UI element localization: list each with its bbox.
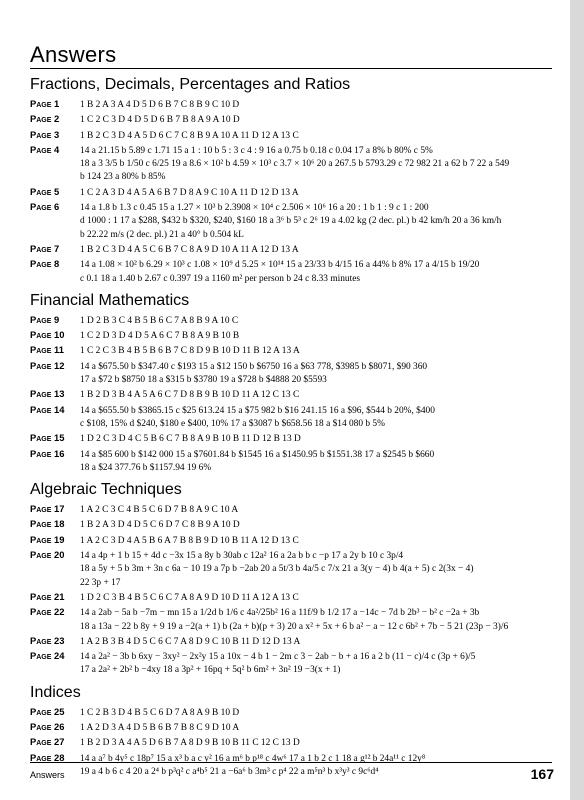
- section-heading: Algebraic Techniques: [30, 481, 182, 499]
- answer-line: [30, 171, 552, 184]
- page-reference: Page 16: [30, 447, 65, 459]
- answer-text: 14 a 21.15 b 5.89 c 1.71 15 a 1 : 10 b 5 : 3 c 4 : 9 16 a 0.75 b 0.18 c 0.04 17 a 8% b 80% c 5%: [80, 145, 433, 156]
- answer-line: [30, 548, 552, 563]
- answer-line: [30, 533, 552, 548]
- answer-line: [30, 374, 552, 387]
- page-reference: Page 18: [30, 518, 65, 530]
- page-reference: Page 22: [30, 606, 65, 618]
- answer-text: 18 a 5y + 5 b 3m + 3n c 6a − 10 19 a 7p b −2ab 20 a 5t/3 b 4a/5 c 7/x 21 a 3(y − 4) b 4(a + 5) c 2(3x − 4): [80, 564, 474, 575]
- page-reference: Page 28: [30, 751, 65, 763]
- answer-text: 1 A 2 B 3 B 4 D 5 C 6 C 7 A 8 D 9 C 10 B 11 D 12 D 13 A: [80, 636, 301, 647]
- answer-text: 1 A 2 D 3 A 4 D 5 B 6 B 7 B 8 C 9 D 10 A: [80, 722, 240, 733]
- answer-text: 14 a $85 600 b $142 000 15 a $7601.84 b $1545 16 a $1450.95 b $1551.38 17 a $2545 b $660: [80, 449, 435, 460]
- answer-text: 1 C 2 A 3 D 4 A 5 A 6 B 7 D 8 A 9 C 10 A 11 D 12 D 13 A: [80, 187, 299, 198]
- answer-line: [30, 720, 552, 735]
- answer-text: 1 C 2 D 3 D 4 D 5 A 6 C 7 B 8 A 9 B 10 B: [80, 331, 240, 342]
- answer-text: 1 C 2 C 3 D 4 D 5 D 6 B 7 B 8 A 9 A 10 D: [80, 115, 240, 126]
- answer-section: [30, 481, 552, 678]
- answer-text: 18 a $24 377.76 b $1157.94 19 6%: [80, 462, 212, 473]
- page-reference: Page 19: [30, 533, 65, 545]
- answer-text: b 124 23 a 80% b 85%: [80, 172, 166, 183]
- answer-section: [30, 684, 552, 779]
- answer-text: 14 a 2ab − 5a b −7m − mn 15 a 1/2d b 1/6 c 4a²/25b² 16 a 11f/9 b 1/2 17 a −14c − 7d b 2b³ − b² c −2a + 3b: [80, 608, 480, 619]
- answer-line: [30, 112, 552, 127]
- answer-line: [30, 502, 552, 517]
- answer-text: 1 D 2 C 3 D 4 C 5 B 6 C 7 B 8 A 9 B 10 B 11 D 12 B 13 D: [80, 434, 301, 445]
- answer-line: [30, 387, 552, 402]
- answer-line: [30, 343, 552, 358]
- answer-line: [30, 359, 552, 374]
- page-reference: Page 20: [30, 549, 65, 561]
- page-reference: Page 26: [30, 720, 65, 732]
- page-reference: Page 10: [30, 329, 65, 341]
- page-reference: Page 4: [30, 143, 60, 155]
- answer-line: [30, 462, 552, 475]
- answer-line: [30, 313, 552, 328]
- page-reference: Page 24: [30, 650, 65, 662]
- answer-line: [30, 447, 552, 462]
- title-rule: [30, 68, 552, 69]
- answer-text: 17 a 2a² + 2b² b −4xy 18 a 3p² + 16pq + 5q² b 6m² + 3n² 19 −3(x + 1): [80, 665, 341, 676]
- answer-text: 1 B 2 C 3 D 4 A 5 C 6 B 7 C 8 A 9 D 10 A 11 A 12 D 13 A: [80, 244, 299, 255]
- answer-text: 14 a 4p + 1 b 15 + 4d c −3x 15 a 8y b 30ab c 12a² 16 a 2a b b c −p 17 a 2y b 10 c 3p/4: [80, 551, 404, 562]
- page-reference: Page 1: [30, 98, 60, 109]
- page-reference: Page 11: [30, 344, 64, 356]
- answer-line: [30, 563, 552, 576]
- answer-text: d 1000 : 1 17 a $288, $432 b $320, $240, $160 18 a 3⁶ b 5³ c 2⁶ 19 a 4.02 kg (2 dec. pl.) b 42 km/h 20 a 36 km/h: [80, 216, 502, 227]
- answer-line: [30, 605, 552, 620]
- answer-line: [30, 200, 552, 215]
- answer-line: [30, 735, 552, 750]
- answer-text: 14 a $675.50 b $347.40 c $193 15 a $12 150 b $6750 16 a $63 778, $3985 b $8071, $90 360: [80, 361, 428, 372]
- page-reference: Page 5: [30, 185, 60, 197]
- page-title: Answers: [30, 42, 117, 67]
- page-reference: Page 17: [30, 503, 65, 515]
- answer-line: [30, 403, 552, 418]
- answer-text: 1 D 2 C 3 B 4 B 5 C 6 C 7 A 8 A 9 D 10 D 11 A 12 A 13 C: [80, 592, 299, 603]
- answer-line: [30, 517, 552, 532]
- answer-text: 1 B 2 A 3 A 4 D 5 D 6 B 7 C 8 B 9 C 10 D: [80, 100, 240, 110]
- answer-text: 14 a a⁷ b 4y⁵ c 18p⁷ 15 a x³ b a c y² 16 a m⁶ b p¹⁸ c 4w⁶ 17 a 1 b 2 c 1 18 a g¹² b 24a¹¹ c 12y⁸: [80, 753, 426, 764]
- answer-text: 19 a 4 b 6 c 4 20 a 2⁴ b p³q² c a⁴b⁵ 21 a −6a⁶ b 3m³ c p⁴ 22 a m⁵n³ b x³y³ c 9c⁶d⁴: [80, 766, 379, 777]
- answer-text: b 22.22 m/s (2 dec. pl.) 21 a 40° b 0.504 kL: [80, 229, 244, 240]
- answer-line: [30, 158, 552, 171]
- page-reference: Page 2: [30, 113, 60, 125]
- answer-text: 1 B 2 D 3 A 4 A 5 D 6 B 7 A 8 D 9 B 10 B 11 C 12 C 13 D: [80, 738, 300, 749]
- page-reference: Page 27: [30, 736, 65, 748]
- answer-line: [30, 273, 552, 286]
- answer-text: 14 a $655.50 b $3865.15 c $25 613.24 15 a $75 982 b $16 241.15 16 a $96, $544 b 20%, $400: [80, 405, 435, 416]
- answer-line: [30, 577, 552, 590]
- section-heading: Fractions, Decimals, Percentages and Ratios: [30, 76, 351, 93]
- footer-label: Answers: [30, 770, 65, 780]
- section-heading: Indices: [30, 683, 81, 701]
- page-reference: Page 12: [30, 359, 65, 371]
- answer-text: 18 a 3 3/5 b 1/50 c 6/25 19 a 8.6 × 10² b 4.59 × 10³ c 3.7 × 10⁶ 20 a 267.5 b 5793.29 c 72 982 21 a 62 b 7 22 a 549: [80, 159, 510, 170]
- answer-line: [30, 751, 552, 766]
- answer-text: 1 C 2 C 3 B 4 B 5 B 6 B 7 C 8 D 9 B 10 D 11 B 12 A 13 A: [80, 346, 300, 357]
- answer-text: c 0.1 18 a 1.40 b 2.67 c 0.397 19 a 1160 m² per person b 24 c 8.33 minutes: [80, 273, 361, 284]
- answer-line: [30, 229, 552, 242]
- answer-text: 14 a 1.8 b 1.3 c 0.45 15 a 1.27 × 10³ b 2.3908 × 10⁴ c 2.506 × 10⁶ 16 a 20 : 1 b 1 : 9 c 1 : 200: [80, 203, 429, 214]
- answer-line: [30, 418, 552, 431]
- page-reference: Page 7: [30, 242, 60, 254]
- page-reference: Page 23: [30, 634, 65, 646]
- answer-text: 1 B 2 D 3 B 4 A 5 A 6 C 7 D 8 B 9 B 10 D 11 A 12 C 13 C: [80, 390, 300, 401]
- page-reference: Page 13: [30, 388, 65, 400]
- answer-line: [30, 431, 552, 446]
- answer-line: [30, 621, 552, 634]
- answer-line: [30, 590, 552, 605]
- answer-line: [30, 705, 552, 720]
- answer-text: 1 A 2 C 3 D 4 A 5 B 6 A 7 B 8 B 9 D 10 B 11 A 12 D 13 C: [80, 535, 299, 546]
- answer-line: [30, 634, 552, 649]
- page-reference: Page 21: [30, 590, 65, 602]
- answer-line: [30, 649, 552, 664]
- page-reference: Page 3: [30, 128, 60, 140]
- answer-text: 18 a 13a − 22 b 8y + 9 19 a −2(a + 1) b (2a + b)(p + 3) 20 a x² + 5x + 6 b a² − a − 12 c 6b² + 7b − 5 21 (23p − 3)/6: [80, 621, 509, 632]
- answer-text: 14 a 2a² − 3b b 6xy − 3xy² − 2x²y 15 a 10x − 4 b 1 − 2m c 3 − 2ab − b + a 16 a 2 b (11 − c)/4 c (3p + 6)/5: [80, 652, 476, 663]
- answer-line: [30, 257, 552, 272]
- page-reference: Page 14: [30, 403, 65, 415]
- answer-text: 17 a $72 b $8750 18 a $315 b $3780 19 a $728 b $4888 20 $5593: [80, 375, 327, 386]
- answer-text: 1 C 2 B 3 D 4 B 5 C 6 D 7 A 8 A 9 B 10 D: [80, 707, 240, 718]
- answer-text: c $108, 15% d $240, $180 e $400, 10% 17 a $3087 b $658.56 18 a $14 080 b 5%: [80, 418, 385, 429]
- answer-text: 1 D 2 B 3 C 4 B 5 B 6 C 7 A 8 B 9 A 10 C: [80, 315, 239, 326]
- page-reference: Page 6: [30, 201, 60, 213]
- page-reference: Page 8: [30, 258, 60, 270]
- answer-line: [30, 766, 552, 779]
- answer-line: [30, 185, 552, 200]
- answer-section: [30, 76, 552, 286]
- answer-line: [30, 242, 552, 257]
- answer-line: [30, 664, 552, 677]
- answer-text: 22 3p + 17: [80, 577, 121, 588]
- page-reference: Page 9: [30, 313, 60, 325]
- answer-text: 14 a 1.08 × 10² b 6.29 × 10³ c 1.08 × 10⁹ d 5.25 × 10¹⁴ 15 a 23/33 b 4/15 16 a 44% b 8% 17 a 4/15 b 19/20: [80, 260, 480, 271]
- answer-text: 1 B 2 A 3 D 4 D 5 C 6 D 7 C 8 B 9 A 10 D: [80, 520, 240, 531]
- answer-line: [30, 215, 552, 228]
- page-reference: Page 25: [30, 705, 65, 717]
- answer-line: [30, 97, 552, 112]
- page-reference: Page 15: [30, 432, 65, 444]
- answer-text: 1 A 2 C 3 C 4 B 5 C 6 D 7 B 8 A 9 C 10 A: [80, 505, 239, 516]
- page-number: 167: [530, 766, 554, 782]
- answer-line: [30, 328, 552, 343]
- answer-text: 1 B 2 C 3 D 4 A 5 D 6 C 7 C 8 B 9 A 10 A 11 D 12 A 13 C: [80, 130, 299, 141]
- answer-section: [30, 292, 552, 475]
- footer-rule: [30, 762, 552, 763]
- answer-line: [30, 128, 552, 143]
- answer-line: [30, 143, 552, 158]
- section-heading: Financial Mathematics: [30, 291, 190, 309]
- answers-content: [30, 70, 552, 779]
